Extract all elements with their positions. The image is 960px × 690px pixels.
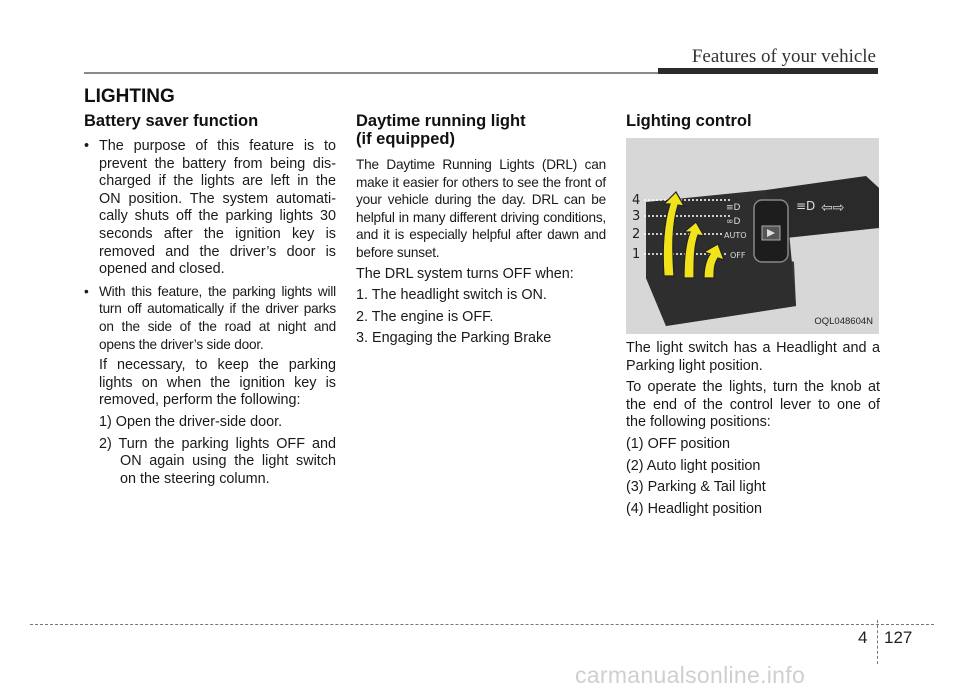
section-title: LIGHTING [84, 86, 175, 107]
battery-saver-bullets [84, 138, 336, 353]
figure-code: OQL048604N [814, 316, 873, 328]
lighting-paragraph-1: The light switch has a Headlight and a Parking light position. [626, 340, 880, 374]
svg-text:≡D: ≡D [726, 203, 741, 213]
bullet-purpose: • The purpose of this feature is to prevent the battery from being dis- charged if the lights are left in the ON position. The system automati- cally shuts off the parking lights 30 seconds after the ignition key is removed and the driver’s door is opened and closed. [84, 138, 336, 279]
lighting-paragraph-2: To operate the lights, turn the knob at the end of the control lever to one of the following positions: [626, 379, 880, 431]
svg-text:≡D: ≡D [796, 199, 816, 213]
chapter-number: 4 [858, 628, 868, 647]
position-label-3: 3 [632, 209, 641, 224]
battery-saver-followup: If necessary, to keep the parking lights on when the ignition key is removed, perform the following: [99, 357, 336, 409]
light-switch-illustration [626, 138, 879, 334]
drl-off-when: The DRL system turns OFF when: [356, 265, 574, 282]
battery-saver-column [84, 112, 336, 492]
drl-condition-2: 2. The engine is OFF. [356, 308, 494, 325]
drl-heading-line1: Daytime running light [356, 112, 526, 130]
header-title: Features of your vehicle [691, 46, 876, 67]
page-number: 127 [884, 628, 913, 647]
switch-auto-label: AUTO [724, 231, 747, 240]
position-label-4: 4 [632, 193, 641, 208]
svg-text:⇦⇨: ⇦⇨ [821, 200, 845, 216]
position-label-2: 2 [632, 227, 641, 242]
position-label-1: 1 [632, 247, 641, 262]
position-item-3: (3) Parking & Tail light [626, 479, 766, 496]
battery-saver-heading: Battery saver function [84, 112, 259, 130]
position-item-2: (2) Auto light position [626, 457, 761, 474]
light-switch-figure [626, 138, 879, 334]
footer-divider [877, 620, 878, 664]
drl-condition-1: 1. The headlight switch is ON. [356, 287, 547, 304]
position-item-1: (1) OFF position [626, 435, 730, 452]
drl-heading [356, 112, 606, 148]
position-item-4: (4) Headlight position [626, 500, 762, 517]
drl-column [356, 112, 606, 352]
step-2: 2) Turn the parking lights OFF and ON again using the light switch on the steering column. [99, 435, 336, 487]
step-1: 1) Open the driver-side door. [99, 413, 283, 430]
drl-heading-line2: (if equipped) [356, 130, 455, 148]
lighting-control-heading: Lighting control [626, 112, 752, 130]
header-rule-accent [658, 68, 878, 74]
svg-text:∞D: ∞D [726, 217, 741, 227]
footer-rule [30, 624, 934, 625]
lighting-control-column [626, 112, 880, 522]
watermark: carmanualsonline.info [575, 662, 806, 688]
switch-off-label: OFF [730, 251, 746, 260]
drl-condition-3: 3. Engaging the Parking Brake [356, 330, 552, 347]
bullet-auto-off: • With this feature, the parking lights will turn off automatically if the driver parks on the side of the road at night and opens the driver’s side door. [84, 283, 336, 353]
drl-intro: The Daytime Running Lights (DRL) can make it easier for others to see the front of your vehicle during the day. DRL can be helpful in many different driving conditions, and it is especially helpful after dawn and before sunset. [356, 157, 606, 260]
